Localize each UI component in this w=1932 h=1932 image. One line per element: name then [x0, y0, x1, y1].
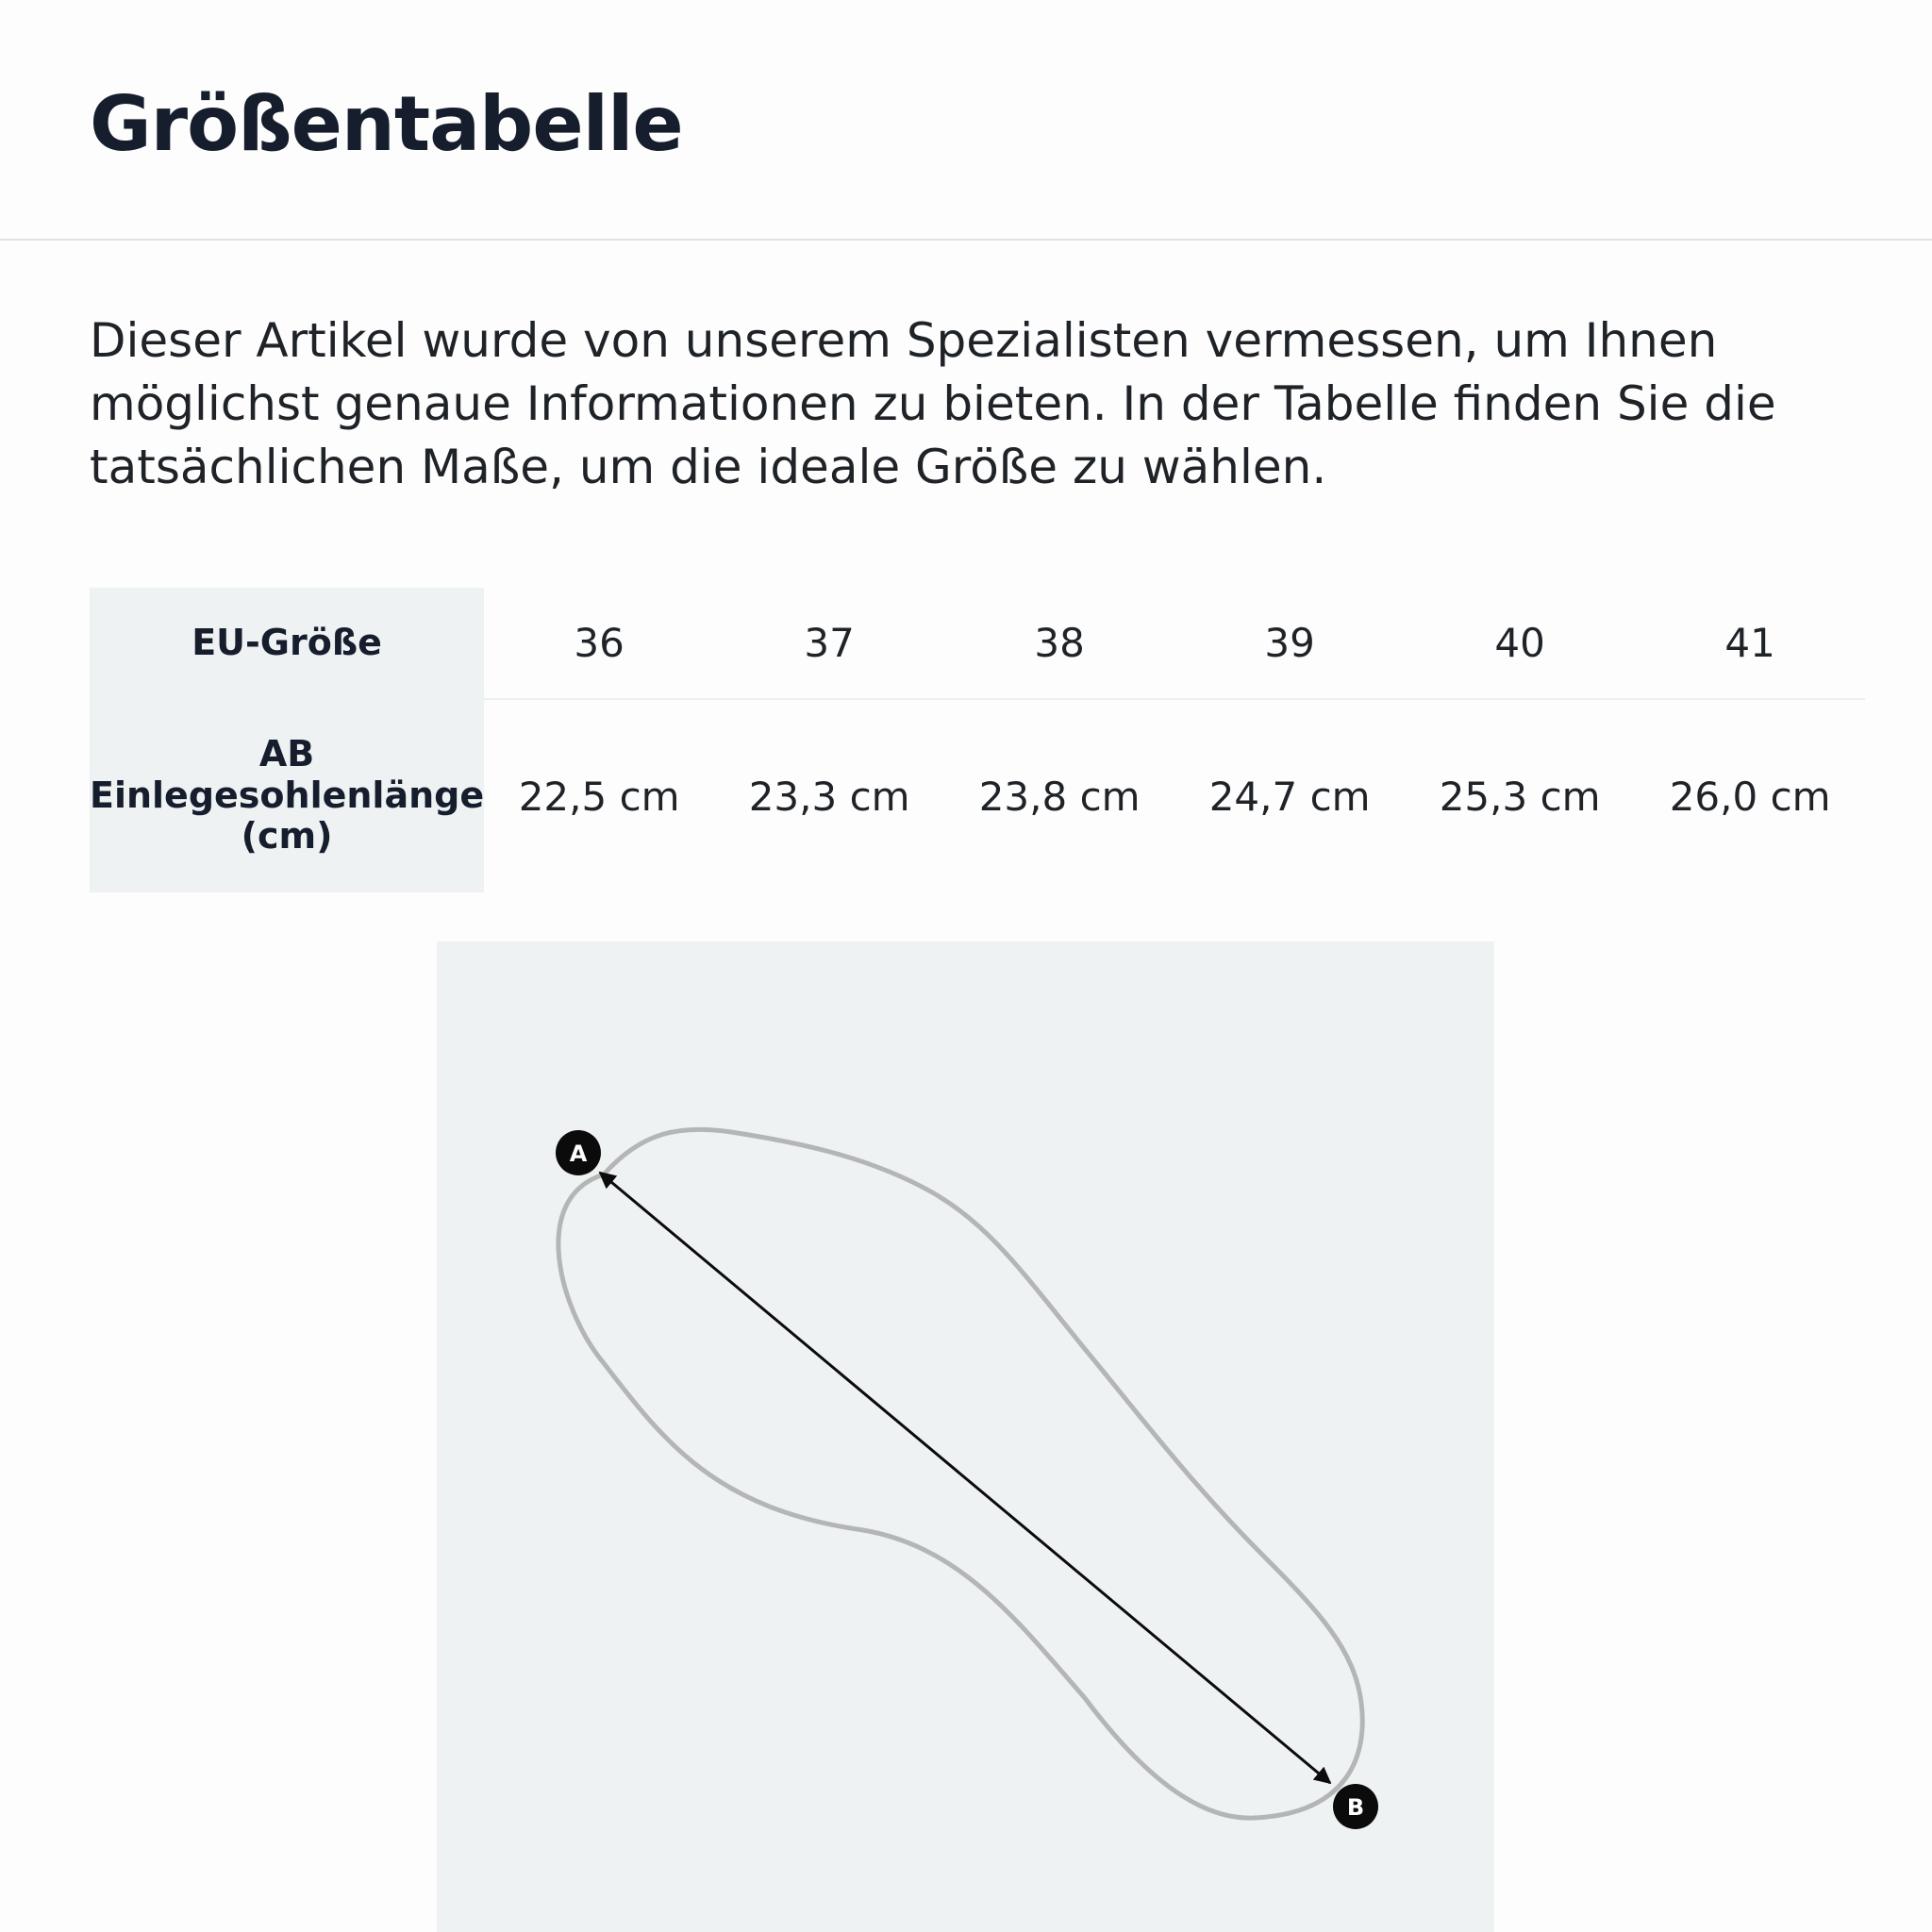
table-cell: 25,3 cm: [1439, 773, 1601, 820]
table-cell: 23,8 cm: [978, 773, 1141, 820]
table-cell: 39: [1174, 588, 1405, 699]
row-header-eu-size: EU-Größe: [90, 588, 484, 699]
point-a-label: A: [569, 1141, 588, 1167]
table-cell: 24,7 cm: [1208, 773, 1371, 820]
insole-diagram: [437, 941, 1494, 1932]
table-cell: 41: [1635, 588, 1865, 699]
row-header-line: AB: [258, 732, 315, 774]
table-cell: 40: [1405, 588, 1635, 699]
table-row-eu-size: [90, 588, 1865, 699]
row-header-line: (cm): [241, 815, 333, 858]
measurement-arrow: [600, 1173, 1330, 1783]
row-header-line: Einlegesohlenlänge: [90, 774, 485, 816]
point-b-label: B: [1346, 1794, 1365, 1821]
header-divider: [0, 239, 1932, 241]
intro-text: Dieser Artikel wurde von unserem Spezialisten vermessen, um Ihnen möglichst genaue Informationen zu bieten. In der Tabelle finden Sie die tatsächlichen Maße, um die ideale Größe zu wählen.: [90, 313, 1776, 494]
point-a-marker: [556, 1130, 601, 1175]
size-table: [90, 588, 1865, 892]
point-b-marker: [1333, 1784, 1378, 1829]
table-cell: 22,5 cm: [518, 773, 680, 820]
table-cell: 36: [484, 588, 714, 699]
table-cell: 26,0 cm: [1669, 773, 1831, 820]
page-title: Größentabelle: [90, 80, 683, 168]
row-header-insole-length: [90, 699, 484, 892]
insole-diagram-svg: [437, 941, 1494, 1932]
table-cell: 23,3 cm: [748, 773, 910, 820]
table-row-insole-length: [90, 699, 1865, 892]
table-cell: 38: [944, 588, 1174, 699]
table-cell: 37: [714, 588, 944, 699]
